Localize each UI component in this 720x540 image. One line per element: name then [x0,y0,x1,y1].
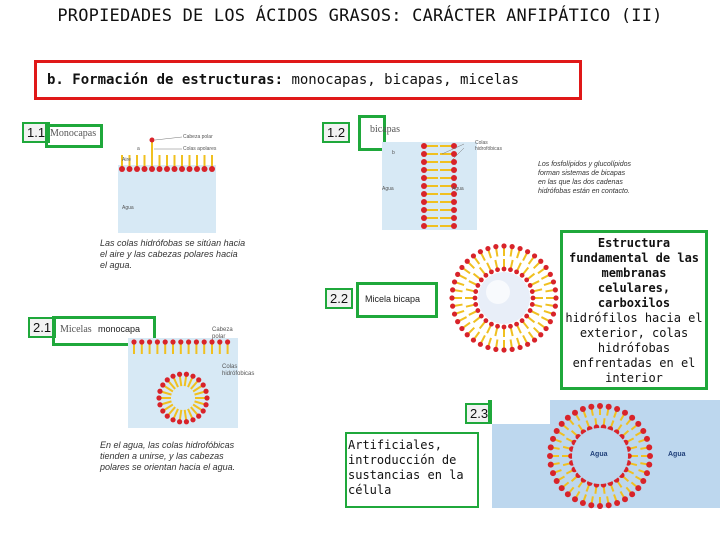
mono-aire: Aire [122,157,131,163]
bicapas-heading: bicapas [370,124,400,135]
badge-1-2: 1.2 [322,122,350,143]
mono-cabeza-polar: Cabeza polar [183,134,213,140]
water-area [118,165,216,233]
micela-cabeza: Cabeza polar [212,327,233,340]
micela-colas: Colas hidrófobicas [222,364,255,377]
bicapa-agua-right: Agua [452,186,464,192]
monocapas-caption: Las colas hidrófobas se sitúan hacia el aire y las cabezas polares hacia el agua. [100,238,246,270]
badge-1-1: 1.1 [22,122,50,143]
subtitle-box [34,60,582,100]
subtitle-rest: monocapas, bicapas, micelas [283,72,520,88]
subtitle-bold: b. Formación de estructuras: [47,72,284,88]
micelas-heading: Micelas [60,324,92,335]
micela-bicapa-label: Micela bicapa [365,294,421,304]
estructura-text: Estructura fundamental de las membranas celulares, carboxilos hidrófilos hacia el exterior, colas hidrófobas enfrentadas en el interior [565,236,703,385]
badge-2-3: 2.3 [465,403,493,424]
liposoma-agua-in: Agua [590,451,608,458]
micelle-water [128,338,238,428]
badge-2-2: 2.2 [325,288,353,309]
bicapa-agua-left: Agua [382,186,394,192]
bicapas-caption: Los fosfolípidos y glucolípidos forman sistemas de bicapas en las que las dos cadenas hidrófobas están en contacto. [538,161,631,195]
micela-bicapa-figure [448,242,560,354]
mono-colas-apolares: Colas apolares [183,146,217,152]
micela-figure [128,338,238,428]
bicapa-colas: Colas hidrofóbicas [475,140,502,152]
micelas-caption: En el agua, las colas hidrofóbicas tienden a unirse, y las cabezas polares se orientan hacia el agua. [100,440,236,472]
liposoma-agua-out: Agua [668,451,686,458]
page-title: PROPIEDADES DE LOS ÁCIDOS GRASOS: CARÁCTER ANFIPÁTICO (II) [57,6,663,26]
micelas-heading-extra: monocapa [98,324,141,334]
badge-2-1: 2.1 [28,317,56,338]
artificiales-text: Artificiales, introducción de sustancias en la célula [348,438,464,497]
mono-a: a [137,146,140,152]
mono-agua: Agua [122,205,134,211]
monocapas-heading: Monocapas [50,128,97,139]
bicapa-b: b [392,150,395,156]
